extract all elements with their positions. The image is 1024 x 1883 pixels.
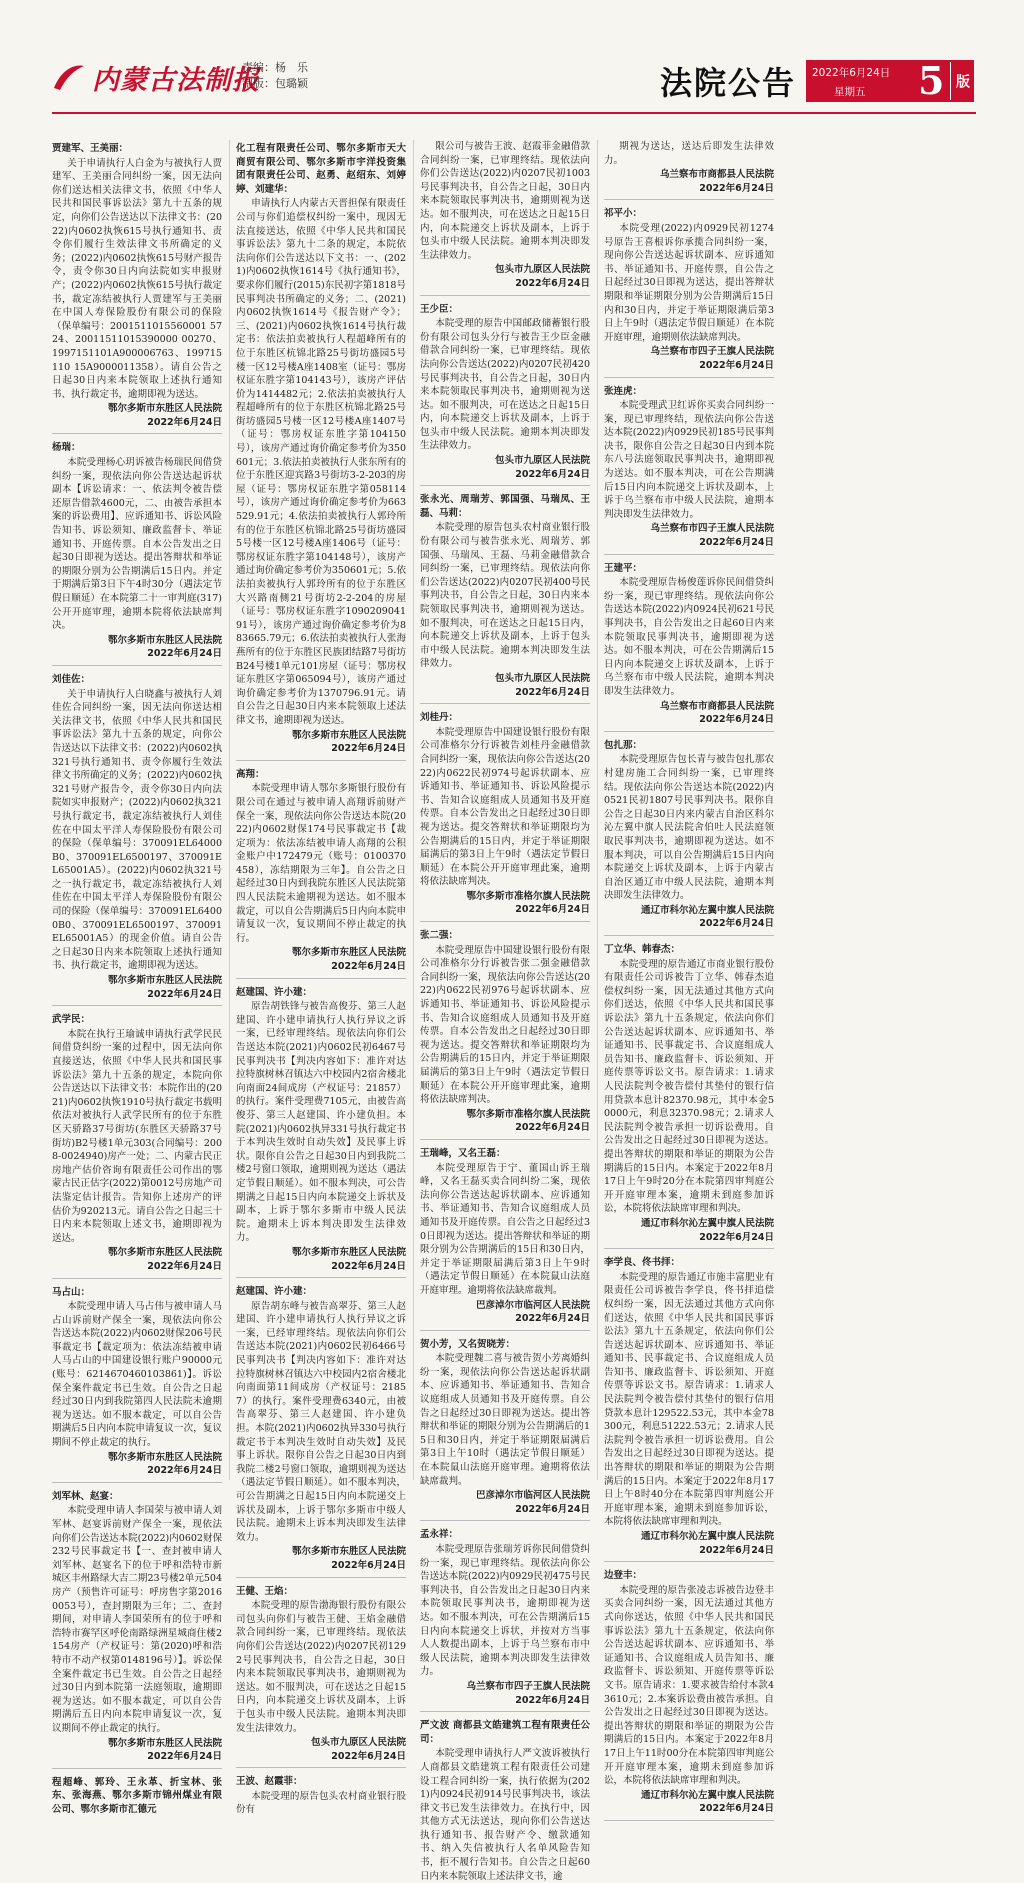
- notice-title: 张连虎：: [604, 385, 643, 397]
- notice-separator: [604, 1820, 774, 1821]
- court-notice: [236, 1285, 406, 1577]
- notice-title: 包扎那：: [604, 739, 643, 751]
- court-notice: [52, 1013, 222, 1278]
- notice-body: 关于申请执行人白晓鑫与被执行人刘佳佐合同纠纷一案，因无法向你送达相关法律文书，依照《中华人民共和国民事诉讼法》第九十五条的规定，向你公告送达以下法律文书：(2022)内0602执321号执行通知书、责令你履行生效法律文书所确定的义务；(2022)内0602执321号财产报告令，责令你30日内向法院如实申报财产；(2022)内0602执321号执行裁定书，裁定冻结被执行人刘佳佐在中国太平洋人寿保险股份有限公司的保险（保单编号：370091EL64000B0、370091EL6500197、370091EL65001A5）。(2022)内0602执321号之一执行裁定书，裁定冻结被执行人刘佳佐在中国太平洋人寿保险股份有限公司的保险（保单编号：370091EL64000B0、370091EL6500197、370091EL65001A5）的现金价值。请自公告之日起30日内来本院领取上述执行通知书、执行裁定书，逾期即视为送达。: [52, 688, 222, 972]
- notice-title: 张永光、周瑞芳、郭国强、马瑞凤、王磊、马莉：: [420, 494, 590, 519]
- notice-separator: [236, 1767, 406, 1768]
- court-notice: [420, 711, 590, 922]
- notice-date: 2022年6月24日: [699, 537, 774, 549]
- notice-separator: [420, 485, 590, 486]
- notice-separator: [604, 199, 774, 200]
- notice-body: 本院受理(2022)内0929民初1274号原告王喜根诉你承揽合同纠纷一案，现向你公告送达起诉状副本、应诉通知书、举证通知书、开庭传票，自公告之日起经过30日即视为送达，提出答辩状期限和举证期限分别为公告期满后15日内和30日内，并定于举证期限满后第3日上午9时（遇法定节假日顺延）在本院开庭审理，逾期则依法缺席判决。: [604, 222, 774, 343]
- notice-body: 本院受理魏二喜与被告贺小芳离婚纠纷一案，现依法向你公告送达起诉状副本、应诉通知书、举证通知书、告知合议庭组成人员通知书及开庭传票。自公告之日起经过30日即视为送达。提出答辩状和举证的期限分别为公告期满后的15日和30日内，并定于举证期限届满后第3日上午10时（遇法定节假日顺延）在本院鼠山法庭开庭审理。逾期将依法缺席裁判。: [420, 1353, 590, 1487]
- notice-court: 包头市九原区人民法院: [494, 264, 590, 276]
- notice-separator: [52, 1768, 222, 1769]
- notice-title: 王建平：: [604, 562, 643, 574]
- notice-body: 本院受理申请人鄂尔多斯银行股份有限公司在通过与被申请人高翔诉前财产保全一案，现依法向你公告送达本院(2022)内0602财保174号民事裁定书【裁定项为：依法冻结被申请人高翔的公积金账户中172479元（账号：0100370458），冻结期限为三年】。自公告之日起经过30日内到我院东胜区人民法院第四人民法院未逾期视为送达。如不服本裁定，可以自公告期满后5日内向本院申请复议一次，复议期间不停止裁定的执行。: [236, 783, 406, 944]
- notice-title: 王少臣：: [420, 303, 459, 315]
- date-box: [806, 60, 974, 102]
- notice-title: 李学良、佟书拝：: [604, 1257, 681, 1269]
- notice-body: 原告胡东峰与被告高翠芬、第三人赵建国、许小建申请执行人执行异议之诉一案，已经审理终结。现依法向你们公告送达本院(2021)内0602民初6466号民事判决书【判决内容如下：准许对达拉特旗树林召镇达六中校园内2宿舍楼北向南面第11间成房（产权证号：21857）的执行。案件受理费6340元，由被告高翠芬、第三人赵建国、许小建负担。本院(2021)内0602执异330号执行裁定书于本判决生效时自动失效】及民事上诉状。限你自公告之日起30日内到我院二楼2号窗口领取，逾期则视为送达（遇法定节假日顺延）。如不服本判决，可公告期满之日起15日内向本院递交上诉状及副本，上诉于鄂尔多斯市中级人民法院。逾期未上诉本判决即发生法律效力。: [236, 1300, 406, 1543]
- notice-court: 鄂尔多斯市东胜区人民法院: [107, 1451, 222, 1463]
- notice-separator: [604, 731, 774, 732]
- notice-date: 2022年6月24日: [515, 1694, 590, 1706]
- notice-date: 2022年6月24日: [515, 904, 590, 916]
- notice-separator: [604, 935, 774, 936]
- notice-body: 本院受理申请执行人严文波诉被执行人商都县文皓建筑工程有限责任公司建设工程合同纠纷一案，执行依据为(2021)内0924民初914号民事判决书，该法律文书已发生法律效力。在执行中，因其他方式无法送达，现向你们公告送达执行通知书、报告财产令、缴款通知书、纳入失信被执行人名单风险告知书，拒不履行告知书。自公告之日起60日内来本院领取上述法律文书，逾: [420, 1748, 590, 1882]
- notice-separator: [420, 921, 590, 922]
- notice-body: 本院受理申请人马占伟与被申请人马占山诉前财产保全一案，现依法向你公告送达本院(2022)内0602财保206号民事裁定书【裁定项为：依法冻结被申请人马占山的中国建设银行账户90000元(账号：6214670460103861)】。诉讼保全案件裁定书已生效。自公告之日起经过30日内到我院第四人民法院未逾期视为送达。如不服本裁定，可以自公告期满后5日内向本院申请复议一次，复议期间不停止裁定的执行。: [52, 1301, 222, 1449]
- masthead-rule: [52, 112, 976, 114]
- notice-court: 包头市九原区人民法院: [494, 455, 590, 467]
- court-notice: [420, 1147, 590, 1331]
- notice-court: 乌兰察布市四子王旗人民法院: [650, 346, 774, 358]
- notice-separator: [236, 978, 406, 979]
- masthead: [0, 0, 1024, 128]
- notice-date: 2022年6月24日: [515, 1503, 590, 1515]
- notice-body: 本院受理的原告包头农村商业银行股份有限公司与被告张永光、周瑞芳、郭国强、马瑞凤、王磊、马莉金融借款合同纠纷一案，已审理终结。现依法向你们公告送达(2022)内0207民初400号民事判决书，自公告之日起，30日内来本院领取民事判决书，逾期则视为送达。如不服判决，可在送达之日起15日内，向本院递交上诉状及副本，上诉于包头市中级人民法院。逾期本判决即发生法律效力。: [420, 522, 590, 670]
- notice-court: 巴彦淖尔市临河区人民法院: [475, 1490, 590, 1502]
- notice-title: 杨瑞：: [52, 442, 81, 454]
- notice-date: 2022年6月24日: [699, 359, 774, 371]
- notice-title: 刘军林、赵宴：: [52, 1490, 119, 1502]
- notice-separator: [52, 1005, 222, 1006]
- notice-date: 2022年6月24日: [331, 743, 406, 755]
- notice-title: 赵建国、许小建：: [236, 1286, 313, 1298]
- court-notice: [236, 142, 406, 761]
- notice-date: 2022年6月24日: [331, 1260, 406, 1272]
- notice-separator: [52, 1482, 222, 1483]
- notice-body: 本院受理原告中国建设银行股份有限公司准格尔分行诉被告张二强金融借款合同纠纷一案，现依法向你公告送达(2022)内0622民初976号起诉状副本、应诉通知书、举证通知书、诉讼风险提示书、告知合议庭组成人员通知书及开庭传票。自本公告发出之日起经过30日即视为送达。提交答辩状和举证期限均为公告期满后的15日内，并定于举证期限届满后的第3日上午9时（遇法定节假日顺延）在本院公开开庭审理此案，逾期将依法缺席判决。: [420, 944, 590, 1106]
- notice-title: 刘桂丹：: [420, 712, 459, 724]
- notice-date: 2022年6月24日: [331, 961, 406, 973]
- court-notice: [52, 673, 222, 1006]
- court-notice: [52, 1286, 222, 1483]
- notice-court: 乌兰察布市四子王旗人民法院: [466, 1680, 590, 1692]
- notice-title: 严文波 商都县文皓建筑工程有限责任公司：: [420, 1720, 590, 1745]
- notice-separator: [52, 1278, 222, 1279]
- notice-court: 包头市九原区人民法院: [494, 672, 590, 684]
- column-3: [420, 140, 590, 1882]
- notice-separator: [420, 703, 590, 704]
- notice-court: 鄂尔多斯市东胜区人民法院: [291, 947, 406, 959]
- court-notice: [420, 140, 590, 296]
- notice-title: 丁立华、韩春杰：: [604, 944, 681, 956]
- notice-court: 鄂尔多斯市准格尔旗人民法院: [466, 1108, 590, 1120]
- notice-court: 通辽市科尔沁左翼中旗人民法院: [640, 1217, 774, 1229]
- notice-body: 本院受理申请人李国荣与被申请人刘军林、赵宴诉前财产保全一案，现依法向你们公告送达本院(2022)内0602财保232号民事裁定书【一、查封被申请人刘军林、赵宴名下的位于呼和浩特市新城区丰州路绿大吉二期23号楼2单元504房产（预售许可证号：呼房售字第20160053号），查封期限为三年；二、查封期间，对申请人李国荣所有的位于呼和浩特市赛罕区呼伦南路绿洲星城商住楼2154房产（产权证号：第(2020)呼和浩特市不动产权第0148196号）】。诉讼保全案件裁定书已生效。自公告之日起经过30日内到本院第一法庭领取，逾期即视为送达。如不服本裁定，可以自公告期满后五日内向本院申请复议一次，复议期间不停止裁定的执行。: [52, 1505, 222, 1734]
- notice-date: 2022年6月24日: [147, 1465, 222, 1477]
- notice-date: 2022年6月24日: [147, 1260, 222, 1272]
- court-notice: [236, 768, 406, 979]
- notice-date: 2022年6月24日: [515, 468, 590, 480]
- notice-title: 刘佳佐：: [52, 673, 91, 685]
- notice-body: 原告胡铁锋与被告高俊芬、第三人赵建国、许小建申请执行人执行异议之诉一案，已经审理终结。现依法向你们公告送达本院(2021)内0602民初6467号民事判决书【判决内容如下：准许对达拉特旗树林召镇达六中校园内2宿舍楼北向南面24间成房（产权证号：21857）的执行。案件受理费7105元，由被告高俊芬、第三人赵建国、许小建负担。本院(2021)内0602执异331号执行裁定书于本判决生效时自动失效】及民事上诉状。限你自公告之日起30日内到我院二楼2号窗口领取，逾期则视为送达（遇法定节假日顺延）。如不服本判决，可公告期满之日起15日内向本院递交上诉状及副本，上诉于鄂尔多斯市中级人民法院。逾期未上诉本判决即发生法律效力。: [236, 1001, 406, 1244]
- notice-title: 王健、王焰：: [236, 1585, 294, 1597]
- court-notice: [236, 986, 406, 1278]
- court-notice: [52, 142, 222, 434]
- notice-separator: [52, 433, 222, 434]
- court-notice: [604, 562, 774, 732]
- court-notice: [604, 1569, 774, 1821]
- notice-separator: [604, 377, 774, 378]
- notice-date: 2022年6月24日: [515, 686, 590, 698]
- court-notice: [604, 739, 774, 936]
- court-notice: [420, 303, 590, 487]
- notice-title: 孟永祥：: [420, 1529, 459, 1541]
- notice-body: 本院受理武卫红诉你买卖合同纠纷一案，现已审理终结，现依法向你公告送达本院(2022)内0929民初185号民事判决书，限你自公告之日起30日内到本院东八号法庭领取民事判决书，逾期即视为送达。如不服本判决，可在公告期满后15日内向本院递交上诉状及副本，上诉于乌兰察布市中级人民法院，逾期本判决即发生法律效力。: [604, 400, 774, 520]
- column-1: [52, 140, 222, 1815]
- notice-title: 赵建国、许小建：: [236, 986, 313, 998]
- notice-court: 乌兰察布市商都县人民法院: [659, 169, 774, 181]
- notice-separator: [604, 1561, 774, 1562]
- court-notice: [604, 140, 774, 200]
- notice-date: 2022年6月24日: [699, 1231, 774, 1243]
- column-divider: [229, 140, 230, 1480]
- court-notice: [236, 1585, 406, 1769]
- notice-court: 鄂尔多斯市东胜区人民法院: [107, 1737, 222, 1749]
- court-notice: [52, 1490, 222, 1769]
- notice-date: 2022年6月24日: [699, 714, 774, 726]
- notice-body: 本院受理的原告通辽市商业银行股份有限责任公司诉被告丁立华、韩春杰追偿权纠纷一案，因无法通过其他方式向你们送达，依照《中华人民共和国民事诉讼法》第九十五条规定，依法向你们公告送达起诉状副本、应诉通知书、举证通知书、民事裁定书、合议庭组成人员告知书、廉政监督卡、诉讼须知、开庭传票等诉讼文书。原告请求：1.请求人民法院判令被告偿付其垫付的银行信用贷款本息计82370.98元，其中本金50000元，利息32370.98元；2.请求人民法院判令被告承担一切诉讼费用。自公告发出之日起经过30日即视为送达。提出答辩状的期限和举证的期限为公告期满后的15日内。本案定于2022年8月17日上午9时20分在本院第四审判庭公开开庭审理本案，逾期未到庭参加诉讼，本院将依法缺席审理和判决。: [604, 958, 774, 1215]
- notice-date: 2022年6月24日: [147, 1751, 222, 1763]
- notice-date: 2022年6月24日: [147, 416, 222, 428]
- notice-title: 贾建军、王美丽：: [52, 143, 129, 154]
- notice-title: 贺小芳，又名贺晓芳：: [420, 1338, 516, 1350]
- notice-date: 2022年6月24日: [331, 1750, 406, 1762]
- notice-separator: [420, 295, 590, 296]
- notice-separator: [604, 1248, 774, 1249]
- notice-body: 本院受理的原告通辽市施丰富肥业有限责任公司诉被告李学良，佟书拝追偿权纠纷一案，因无法通过其他方式向你们送达，依照《中华人民共和国民事诉讼法》第九十五条规定，依法向你们公告送达起诉状副本、应诉通知书、举证通知书、民事裁定书、合议庭组成人员告知书、廉政监督卡、诉讼须知、开庭传票等诉讼文书。原告请求：1.请求人民法院判令被告偿付其垫付的银行信用贷款本息计129522.53元，其中本金78300元，利息51222.53元；2.请求人民法院判令被告承担一切诉讼费用。自公告发出之日起经过30日即视为送达。提出答辩状的期限和举证的期限为公告期满后的15日内。本案定于2022年8月17日上午8时40分在本院第四审判庭公开开庭审理本案，逾期未到庭参加诉讼，本院将依法缺席审理和判决。: [604, 1271, 774, 1528]
- notice-body: 本院受理的原告包头农村商业银行股份有: [236, 1790, 406, 1816]
- notice-date: 2022年6月24日: [515, 277, 590, 289]
- notice-body: 本院受理原告于宁、董国山诉王瑞峰，又名王磊买卖合同纠纷二案，现依法向你公告送达起诉状副本、应诉通知书、举证通知书、告知合议庭组成人员通知书及开庭传票。自公告之日起经过30日即视为送达。提出答辩状和举证的期限分别为公告期满后的15日和30日内，并定于举证期限届满后第3日上午9时（遇法定节假日顺延）在本院鼠山法庭开庭审理。逾期将依法缺席裁判。: [420, 1162, 590, 1296]
- notice-date: 2022年6月24日: [147, 988, 222, 1000]
- notice-separator: [420, 1520, 590, 1521]
- column-4: [604, 140, 774, 1815]
- notice-court: 鄂尔多斯市东胜区人民法院: [291, 1546, 406, 1558]
- notice-court: 包头市九原区人民法院: [310, 1737, 406, 1749]
- notice-date: 2022年6月24日: [699, 1803, 774, 1815]
- court-notice: [236, 1775, 406, 1817]
- column-2: [236, 140, 406, 1816]
- issue-weekday: 星期五: [834, 86, 866, 98]
- newspaper-logo: 内蒙古法制报: [92, 65, 260, 96]
- notice-body: 本院受理原告杨俊莲诉你民间借贷纠纷一案，现已审理终结。现依法向你公告送达本院(2022)内0924民初621号民事判决书，自公告发出之日起60日内来本院领取民事判决书，逾期即视为送达。如不服本判决，可在公告期满后15日内向本院递交上诉状及副本，上诉于乌兰察布市中级人民法院，逾期本判决即发生法律效力。: [604, 577, 774, 697]
- notice-separator: [420, 1139, 590, 1140]
- section-title: 法院公告: [660, 64, 797, 102]
- notice-separator: [236, 760, 406, 761]
- court-notice: [420, 1338, 590, 1522]
- notice-court: 通辽市科尔沁左翼中旗人民法院: [640, 904, 774, 916]
- notice-body: 本院受理原告张瑞芳诉你民间借贷纠纷一案，现已审理终结。现依法向你公告送达本院(2022)内0929民初475号民事判决书，自公告发出之日起30日内来本院领取民事判决书，逾期即视为送达。如不服本判决，可在公告期满后15日内向本院递交上诉状，并按对方当事人人数提出副本，上诉于乌兰察布市中级人民法院，逾期本判决即发生法律效力。: [420, 1544, 590, 1678]
- notice-court: 鄂尔多斯市东胜区人民法院: [107, 634, 222, 646]
- court-notice: [604, 385, 774, 555]
- notice-date: 2022年6月24日: [699, 1544, 774, 1556]
- notice-title: 祁平小：: [604, 208, 643, 220]
- notice-separator: [236, 1577, 406, 1578]
- notice-separator: [420, 1711, 590, 1712]
- notice-title: 化工程有限责任公司、鄂尔多斯市天大商贸有限公司、鄂尔多斯市宇洋投资集团有限责任公司、赵勇、赵绍东、刘婷婷、刘建华：: [236, 143, 406, 195]
- notice-body: 本院受理原告包长青与被告包扎那农村建房施工合同纠纷一案，已审理终结。现依法向你公告送达本院(2022)内0521民初1807号民事判决书。限你自公告之日起30日内来内蒙古自治区科尔沁左翼中旗人民法院舍伯吐人民法庭领取民事判决书，逾期即视为送达。如不服本判决，可以自公告期满后15日内向本院递交上诉状及副本，上诉于内蒙古自治区通辽市中级人民法院，逾期本判决即发生法律效力。: [604, 754, 774, 902]
- column-divider: [597, 140, 598, 1480]
- notice-title: 高翔：: [236, 768, 265, 780]
- editor-label: 责编：杨 乐: [242, 61, 308, 74]
- notice-separator: [236, 1277, 406, 1278]
- notice-date: 2022年6月24日: [699, 918, 774, 930]
- notice-title: 边登丰：: [604, 1570, 643, 1582]
- notice-title: 程超峰、郭玲、王永革、折宝林、张东、张海燕、鄂尔多斯市锦州煤业有限公司、鄂尔多斯市汇德元: [52, 1776, 222, 1815]
- notice-body: 限公司与被告王波、赵霞菲金融借款合同纠纷一案，已审理终结。现依法向你们公告送达(2022)内0207民初1003号民事判决书，自公告之日起，30日内来本院领取民事判决书，逾期则视为送达。如不服判决，可在送达之日起15日内，向本院递交上诉状及副本，上诉于包头市中级人民法院。逾期本判决即发生法律效力。: [420, 141, 590, 261]
- notice-body: 本院在执行王瑜诚申请执行武学民民间借贷纠纷一案的过程中，因无法向你直接送达，依照《中华人民共和国民事诉讼法》第九十五条的规定，本院向你公告送达以下法律文书：本院作出的(2021)内0602执恢1910号执行裁定书载明依法对被执行人武学民所有的位于东胜区天骄路37号街坊(东胜区天骄路37号街坊)B2号楼1单元303(合同编号：2008-0024940)房产一处；二、内蒙古民正房地产估价咨询有限责任公司作出的鄂蒙古民正估字(2022)第0012号房地产司法鉴定估计报告。告知你上述房产的评估价为920213元。请自公告之日起三十日内来本院领取上述文书，逾期即视为送达。: [52, 1028, 222, 1244]
- notice-court: 鄂尔多斯市准格尔旗人民法院: [466, 890, 590, 902]
- notice-body: 申请执行人内蒙古天晋担保有限责任公司与你们追偿权纠纷一案中，现因无法直接送达，依照《中华人民共和国民事诉讼法》第九十二条的规定，本院依法向你们公告送达以下文书：一、(2021)内0602执恢1614号《执行通知书》，要求你们履行(2015)东民初字第1818号民事判决书所确定的义务；二、(2021)内0602执恢1614号《报告财产令》；三、(2021)内0602执恢1614号执行裁定书：依法拍卖被执行人程超峰所有的位于东胜区杭锦北路25号街坊盛园5号楼一区12号楼A座1408室（证号：鄂房权证东胜字第104143号），该房产评估价为1414482元；2.依法拍卖被执行人程超峰所有的位于东胜区杭锦北路25号街坊盛园5号楼一区12号楼A座1407号（证号：鄂房权证东胜字第104150号），该房产通过询价确定参考价为350601元；3.依法拍卖被执行人张东所有的位于东胜区迎宾路3号街坊3-2-203的房屋（证号：鄂房权证东胜字第058114号），该房产通过询价确定参考价为663529.91元；4.依法拍卖被执行人郭玲所有的位于东胜区杭锦北路25号街坊盛园5号楼一区12号楼A座1406号（证号：鄂房权证东胜字第104148号），该房产通过询价确定参考价为350601元；5.依法拍卖被执行人郭玲所有的位于东胜区大兴路南侧21号街坊2-2-204的房屋（证号：鄂房权证东胜字109020904191号），该房产通过询价确定参考价为883665.79元；6.依法拍卖被执行人张海燕所有的位于东胜区民族团结路7号街坊B24号楼1单元101房屋（证号：鄂房权证东胜区字第065094号），该房产通过询价确定参考价为1370796.91元。请自公告之日起30日内来本院领取上述法律文书，逾期即视为送达。: [236, 198, 406, 726]
- column-divider: [413, 140, 414, 1480]
- notice-court: 鄂尔多斯市东胜区人民法院: [291, 729, 406, 741]
- notice-body: 本院受理杨心玥诉被告杨瑞民间借贷纠纷一案，现依法向你公告送达起诉状副本【诉讼请求：一、依法判令被告偿还原告借款4600元，二、由被告承担本案的诉讼费用】、应诉通知书、诉讼风险告知书、诉讼须知、廉政监督卡、举证通知书、开庭传票。自本公告发出之日起30日即视为送达。提出答辩状和举证的期限分别为公告期满后15日内。并定于期满后第3日下午4时30分（遇法定节假日顺延）在本院第二十一审判庭(317)公开开庭审理，逾期本院将依法缺席判决。: [52, 457, 222, 632]
- notice-date: 2022年6月24日: [147, 648, 222, 660]
- notice-date: 2022年6月24日: [331, 1559, 406, 1571]
- notice-body: 本院受理的原告渤海银行股份有限公司包头向你们与被告王健、王焰金融借款合同纠纷一案，已审理终结。现依法向你们公告送达(2022)内0207民初1292号民事判决书，自公告之日起，30日内来本院领取民事判决书，逾期则视为送达。如不服判决，可在送达之日起15日内，向本院递交上诉状及副本，上诉于包头市中级人民法院。逾期本判决即发生法律效力。: [236, 1600, 406, 1734]
- notice-title: 张二强：: [420, 930, 459, 942]
- notice-court: 通辽市科尔沁左翼中旗人民法院: [640, 1789, 774, 1801]
- court-notice: [52, 441, 222, 666]
- notice-title: 马占山：: [52, 1286, 91, 1298]
- notice-court: 乌兰察布市四子王旗人民法院: [650, 523, 774, 535]
- notice-body: 关于申请执行人白金为与被执行人贾建军、王美丽合同纠纷一案，因无法向你们送达相关法律文书，依照《中华人民共和国民事诉讼法》第九十五条的规定，向你们公告送达以下法律文书：(2022)内0602执恢615号执行通知书、责令你们履行生效法律文书所确定的义务；(2022)内0602执恢615号财产报告令，责令你30日内向法院如实申报财产；(2022)内0602执恢615号执行裁定书，裁定冻结被执行人贾建军与王美丽在中国人寿保险股份有限公司的保险（保单编号：2001511015560001 5724、20011511015390000 00270、1997151101A900006763、199715110 15A9000011358）。请自公告之日起30日内来本院领取上述执行通知书、执行裁定书，逾期即视为送达。: [52, 157, 222, 400]
- page-number: 5: [918, 58, 945, 103]
- producer-label: 制版：包璐颖: [242, 77, 308, 90]
- notice-separator: [604, 554, 774, 555]
- notice-body: 期视为送达，送达后即发生法律效力。: [604, 141, 774, 166]
- court-notice: [604, 943, 774, 1249]
- notice-separator: [52, 665, 222, 666]
- notice-court: 鄂尔多斯市东胜区人民法院: [107, 1247, 222, 1259]
- notice-date: 2022年6月24日: [515, 1313, 590, 1325]
- court-notice: [420, 493, 590, 704]
- notice-body: 本院受理的原告张凌志诉被告边登丰买卖合同纠纷一案，因无法通过其他方式向你送达，依照《中华人民共和国民事诉讼法》第九十五条规定，依法向你公告送达起诉状副本、应诉通知书、举证通知书、合议庭组成人员告知书、廉政监督卡、诉讼须知、开庭传票等诉讼文书。原告请求：1.要求被告给付本款43610元；2.本案诉讼费由被告承担。自公告发出之日起经过30日即视为送达。提出答辩状的期限和举证的期限为公告期满后的15日内。本案定于2022年8月17日上午11时00分在本院第四审判庭公开开庭审理本案，逾期未到庭参加诉讼，本院将依法缺席审理和判决。: [604, 1584, 774, 1787]
- notice-body: 本院受理原告中国建设银行股份有限公司准格尔分行诉被告刘桂丹金融借款合同纠纷一案，现依法向你公告送达(2022)内0622民初974号起诉状副本、应诉通知书、举证通知书、诉讼风险提示书、告知合议庭组成人员通知书及开庭传票。自本公告发出之日起经过30日即视为送达。提交答辩状和举证期限均为公告期满后的15日内，并定于举证期限届满后的第3日上午9时（遇法定节假日顺延）在本院公开开庭审理此案，逾期将依法缺席判决。: [420, 726, 590, 888]
- notice-date: 2022年6月24日: [699, 182, 774, 194]
- notice-court: 乌兰察布市商都县人民法院: [659, 700, 774, 712]
- notice-title: 王瑞峰，又名王磊：: [420, 1147, 506, 1159]
- court-notice: [52, 1776, 222, 1817]
- court-notice: [604, 207, 774, 377]
- page-tag: 版: [950, 62, 973, 100]
- court-notice: [420, 929, 590, 1140]
- notice-separator: [420, 1330, 590, 1331]
- notice-date: 2022年6月24日: [515, 1122, 590, 1134]
- notice-court: 通辽市科尔沁左翼中旗人民法院: [640, 1531, 774, 1542]
- notice-court: 鄂尔多斯市东胜区人民法院: [107, 975, 222, 987]
- notice-body: 本院受理的原告中国邮政储蓄银行股份有限公司包头分行与被告王少臣金融借款合同纠纷一案，已审理终结。现依法向你公告送达(2022)内0207民初420号民事判决书，自公告之日起，30日内来本院领取民事判决书，逾期则视为送达。如不服判决，可在送达之日起15日内，向本院递交上诉状及副本，上诉于包头市中级人民法院。逾期本判决即发生法律效力。: [420, 318, 590, 452]
- notice-court: 鄂尔多斯市东胜区人民法院: [107, 403, 222, 415]
- notice-title: 武学民：: [52, 1014, 91, 1026]
- editor-credits: [242, 60, 308, 92]
- notice-court: 巴彦淖尔市临河区人民法院: [475, 1299, 590, 1311]
- court-notice: [420, 1528, 590, 1712]
- court-notice: [420, 1719, 590, 1883]
- issue-date: 2022年6月24日: [812, 67, 891, 79]
- court-notice: [604, 1256, 774, 1562]
- notice-title: 王波、赵霞菲：: [236, 1776, 303, 1788]
- notice-court: 鄂尔多斯市东胜区人民法院: [291, 1246, 406, 1258]
